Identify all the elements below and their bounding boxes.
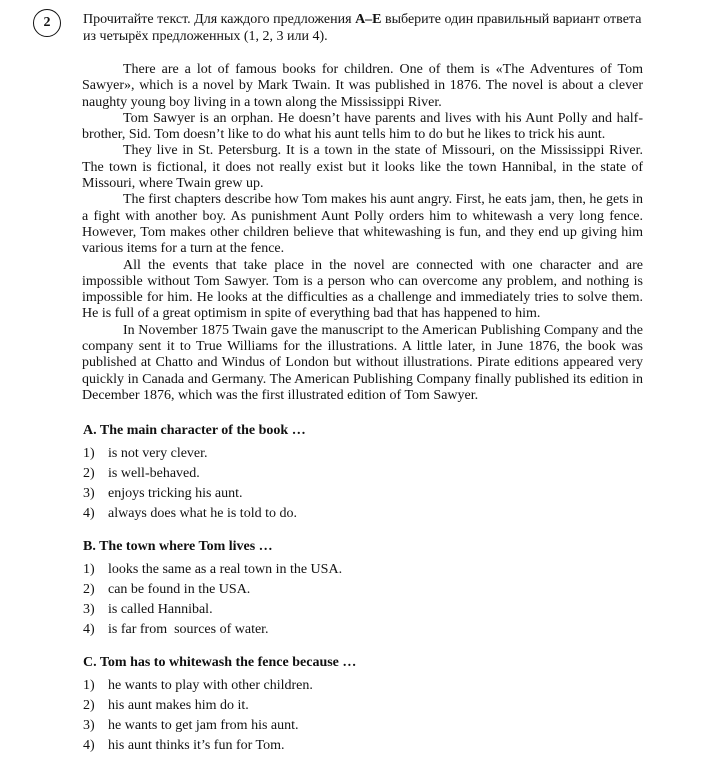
answer-option bbox=[83, 601, 643, 618]
answer-option bbox=[83, 621, 643, 638]
option-text: he wants to get jam from his aunt. bbox=[108, 718, 299, 733]
option-number: 2) bbox=[83, 466, 95, 481]
option-number: 1) bbox=[83, 562, 95, 577]
option-number: 4) bbox=[83, 738, 95, 753]
option-text: is far from sources of water. bbox=[108, 622, 269, 637]
option-text: his aunt thinks it’s fun for Tom. bbox=[108, 738, 285, 753]
answer-option bbox=[83, 737, 643, 754]
question-title: B. The town where Tom lives … bbox=[83, 539, 273, 554]
option-text: is well-behaved. bbox=[108, 466, 200, 481]
task-number: 2 bbox=[43, 15, 51, 30]
option-number: 2) bbox=[83, 582, 95, 597]
instruction-text bbox=[83, 11, 648, 45]
answer-option bbox=[83, 697, 643, 714]
answer-option bbox=[83, 505, 643, 522]
question-title: C. Tom has to whitewash the fence because … bbox=[83, 655, 357, 670]
answer-option bbox=[83, 465, 643, 482]
option-text: always does what he is told to do. bbox=[108, 506, 297, 521]
option-number: 3) bbox=[83, 718, 95, 733]
passage-paragraph: Tom Sawyer is an orphan. He doesn’t have parents and lives with his Aunt Polly and half-brother, Sid. Tom doesn’t like to do what his aunt tells him to do but he likes to trick his aunt. bbox=[82, 110, 643, 143]
option-text: looks the same as a real town in the USA. bbox=[108, 562, 343, 577]
instruction-part1: Прочитайте текст. Для каждого предложения bbox=[83, 12, 356, 27]
option-text: his aunt makes him do it. bbox=[108, 698, 249, 713]
option-number: 2) bbox=[83, 698, 95, 713]
passage-paragraph: The first chapters describe how Tom makes his aunt angry. First, he eats jam, then, he gets in a fight with another boy. As punishment Aunt Polly orders him to whitewash a very long fence. However, Tom makes other children believe that whitewashing is fun, and they end up giving him various items for a turn at the fence. bbox=[82, 192, 644, 257]
option-text: he wants to play with other children. bbox=[108, 678, 313, 693]
passage-paragraph: All the events that take place in the novel are connected with one character and are impossible without Tom Sawyer. Tom is a person who can overcome any problem, and nothing is impossible for him. He looks at the difficulties as a challenge and immediately tries to solve them. He is full of a great optimism in spite of everything bad that has happened to him. bbox=[82, 257, 643, 322]
passage-paragraph: There are a lot of famous books for children. One of them is «The Adventures of Tom Sawyer», which is a novel by Mark Twain. It was published in 1876. The novel is about a clever naughty young boy living in a town along the Mississippi River. bbox=[82, 62, 643, 110]
option-text: enjoys tricking his aunt. bbox=[108, 486, 243, 501]
option-number: 3) bbox=[83, 602, 95, 617]
answer-option bbox=[83, 717, 643, 734]
answer-option bbox=[83, 677, 643, 694]
question-a bbox=[83, 422, 643, 525]
question-title: A. The main character of the book … bbox=[83, 423, 306, 438]
reading-passage bbox=[82, 62, 643, 404]
option-text: is called Hannibal. bbox=[108, 602, 213, 617]
task-number-badge bbox=[33, 9, 61, 37]
instruction-bold: A–E bbox=[355, 12, 382, 27]
option-number: 4) bbox=[83, 622, 95, 637]
answer-option bbox=[83, 485, 643, 502]
option-number: 1) bbox=[83, 678, 95, 693]
option-text: can be found in the USA. bbox=[108, 582, 251, 597]
option-number: 3) bbox=[83, 486, 95, 501]
option-text: is not very clever. bbox=[108, 446, 208, 461]
question-c bbox=[83, 654, 643, 757]
passage-paragraph: In November 1875 Twain gave the manuscript to the American Publishing Company and the company sent it to True Williams for the illustrations. A little later, in June 1876, the book was published at Chatto and Windus of London but without illustrations. Pirate editions appeared very quickly in Canada and Germany. The American Publishing Company finally published its edition in December 1876, which was the first illustrated edition of Tom Sawyer. bbox=[82, 322, 643, 403]
answer-option bbox=[83, 445, 643, 462]
answer-option bbox=[83, 581, 643, 598]
instruction-part2: выберите один правильный вариант ответа из четырёх предложенных (1, 2, 3 или 4). bbox=[83, 12, 642, 44]
passage-paragraph: They live in St. Petersburg. It is a town in the state of Missouri, on the Mississippi River. The town is fictional, it does not really exist but it looks like the town Hannibal, in the state of Missouri, where Twain grew up. bbox=[82, 143, 643, 192]
question-b bbox=[83, 538, 643, 641]
answer-option bbox=[83, 561, 643, 578]
option-number: 4) bbox=[83, 506, 95, 521]
option-number: 1) bbox=[83, 446, 95, 461]
